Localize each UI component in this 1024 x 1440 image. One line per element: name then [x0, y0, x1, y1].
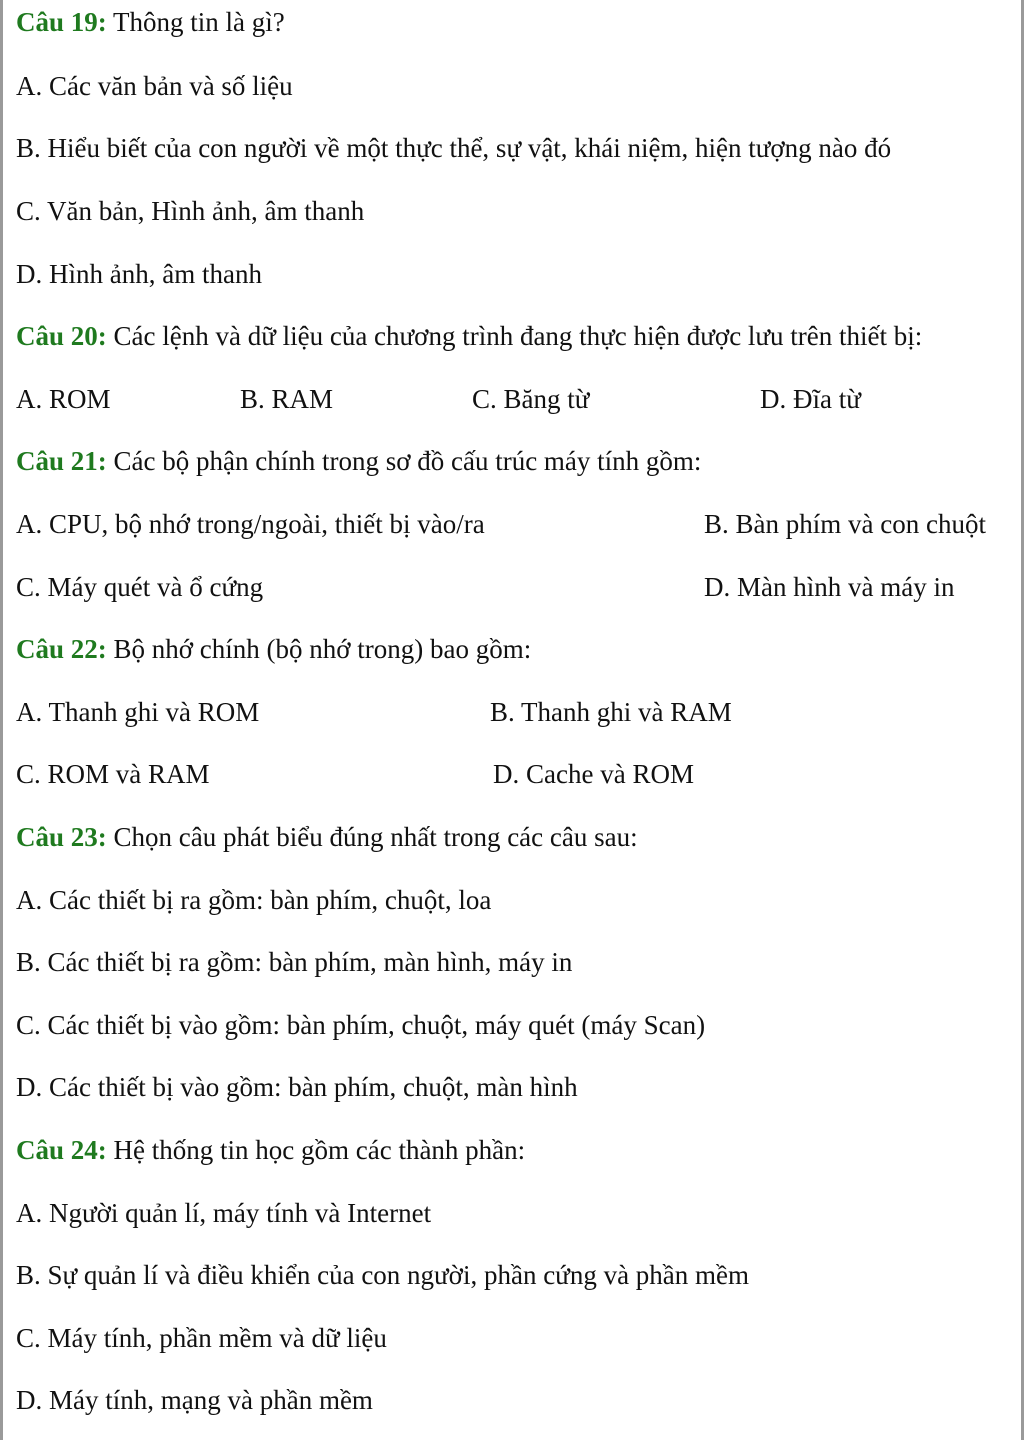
question-text: Chọn câu phát biểu đúng nhất trong các câu sau:	[113, 822, 638, 852]
option-d: D. Cache và ROM	[493, 759, 694, 789]
option-c: C. Băng từ	[472, 384, 590, 414]
option-a: A. CPU, bộ nhớ trong/ngoài, thiết bị vào/ra	[16, 509, 485, 539]
question-text: Hệ thống tin học gồm các thành phần:	[113, 1135, 526, 1165]
question-text: Các bộ phận chính trong sơ đồ cấu trúc máy tính gồm:	[113, 446, 702, 476]
option-c: C. Máy quét và ổ cứng	[16, 572, 264, 602]
question-text: Bộ nhớ chính (bộ nhớ trong) bao gồm:	[113, 634, 532, 664]
question-22	[16, 629, 531, 669]
option-d: D. Màn hình và máy in	[704, 572, 955, 602]
option-d: D. Các thiết bị vào gồm: bàn phím, chuột, màn hình	[16, 1072, 578, 1102]
question-24	[16, 1130, 525, 1170]
question-text: Thông tin là gì?	[113, 7, 285, 37]
option-c: C. Văn bản, Hình ảnh, âm thanh	[16, 196, 365, 226]
options-row	[16, 567, 1016, 607]
question-number: Câu 23:	[16, 822, 107, 852]
options-row	[16, 504, 1016, 544]
question-20	[16, 316, 922, 356]
question-text: Các lệnh và dữ liệu của chương trình đang thực hiện được lưu trên thiết bị:	[113, 321, 923, 351]
option-a: A. Thanh ghi và ROM	[16, 697, 260, 727]
option-d: D. Hình ảnh, âm thanh	[16, 259, 262, 289]
option-c: C. Các thiết bị vào gồm: bàn phím, chuột, máy quét (máy Scan)	[16, 1010, 706, 1040]
question-19	[16, 2, 285, 42]
option-b: B. Hiểu biết của con người về một thực thể, sự vật, khái niệm, hiện tượng nào đó	[16, 133, 892, 163]
option-b: B. Sự quản lí và điều khiển của con người, phần cứng và phần mềm	[16, 1260, 750, 1290]
option-a: A. ROM	[16, 384, 111, 414]
option-a: A. Các văn bản và số liệu	[16, 71, 293, 101]
question-number: Câu 22:	[16, 634, 107, 664]
option-d: D. Máy tính, mạng và phần mềm	[16, 1385, 373, 1415]
options-row	[16, 692, 1016, 732]
option-b: B. Thanh ghi và RAM	[490, 697, 732, 727]
option-a: A. Các thiết bị ra gồm: bàn phím, chuột, loa	[16, 885, 492, 915]
option-b: B. Bàn phím và con chuột	[704, 509, 986, 539]
option-c: C. Máy tính, phần mềm và dữ liệu	[16, 1323, 387, 1353]
option-b: B. Các thiết bị ra gồm: bàn phím, màn hình, máy in	[16, 947, 573, 977]
left-border	[0, 0, 3, 1440]
option-b: B. RAM	[240, 384, 334, 414]
question-21	[16, 441, 701, 481]
question-number: Câu 21:	[16, 446, 107, 476]
option-d: D. Đĩa từ	[760, 384, 861, 414]
question-number: Câu 19:	[16, 7, 107, 37]
options-row	[16, 379, 1016, 419]
option-c: C. ROM và RAM	[16, 759, 210, 789]
option-a: A. Người quản lí, máy tính và Internet	[16, 1198, 432, 1228]
options-row	[16, 754, 1016, 794]
question-23	[16, 817, 638, 857]
question-number: Câu 20:	[16, 321, 107, 351]
question-number: Câu 24:	[16, 1135, 107, 1165]
